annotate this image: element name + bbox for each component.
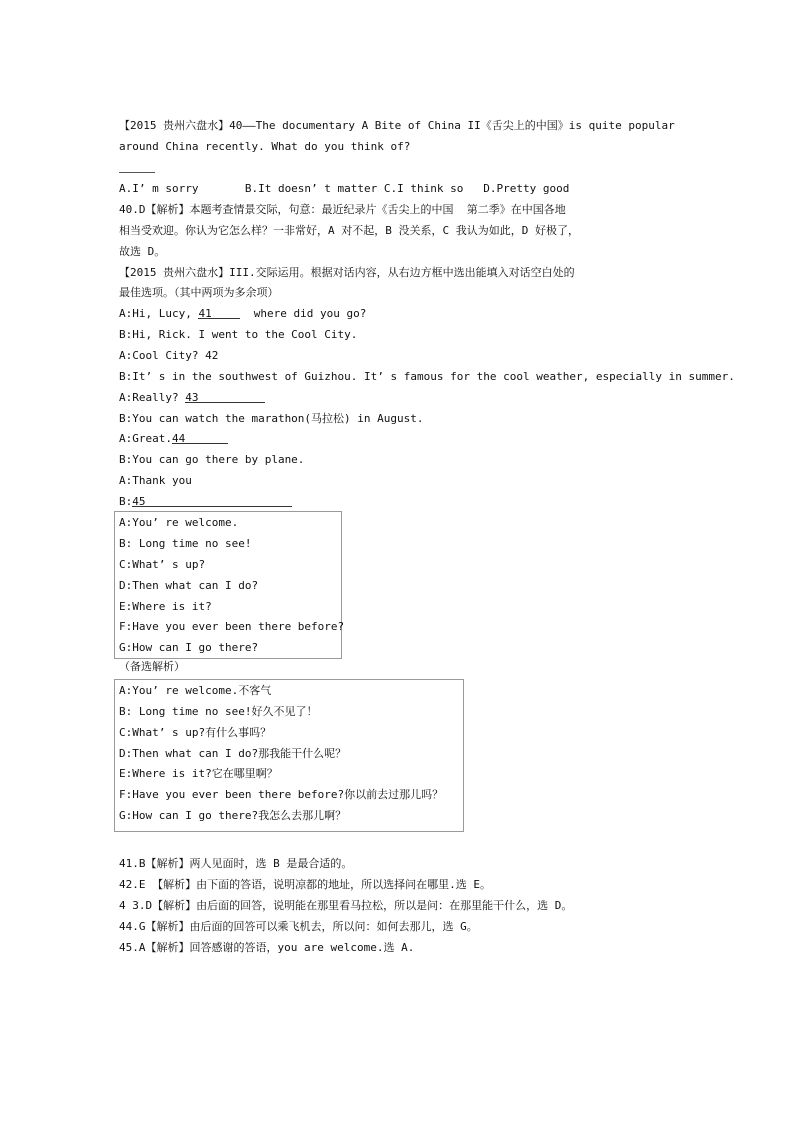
dialogue-line-4: B:It’ s in the southwest of Guizhou. It’ s famous for the cool weather, especially in summer.: [119, 370, 735, 383]
blank-44[interactable]: 44: [172, 432, 228, 444]
dialogue-line-8: B:You can go there by plane.: [119, 453, 305, 466]
option-a: A:You’ re welcome.: [119, 516, 239, 529]
q40-options: A.I’ m sorry B.It doesn’ t matter C.I think so D.Pretty good: [119, 182, 570, 195]
q40-analysis-2: 相当受欢迎。你认为它怎么样？一非常好，A 对不起，B 没关系，C 我认为如此，D 好极了，: [119, 224, 579, 237]
backup-option-e: E:Where is it?它在哪里啊？: [119, 767, 278, 780]
q40-title-line-2: around China recently. What do you think of?: [119, 140, 411, 153]
section-heading-2: 最佳选项。（其中两项为多余项）: [119, 286, 279, 299]
answer-42: 42.E 【解析】由下面的答语，说明凉都的地址，所以选择问在哪里.选 E。: [119, 878, 491, 891]
dialogue-line-1: A:Hi, Lucy, 41 where did you go?: [119, 307, 367, 320]
backup-option-a: A:You’ re welcome.不客气: [119, 684, 272, 697]
answer-blank-rule: [119, 172, 155, 173]
backup-option-g: G:How can I go there?我怎么去那儿啊？: [119, 809, 347, 822]
backup-option-b: B: Long time no see!好久不见了！: [119, 705, 318, 718]
dialogue-line-10: B:45: [119, 495, 292, 509]
dialogue-line-3: A:Cool City? 42: [119, 349, 219, 362]
blank-45[interactable]: 45: [132, 495, 292, 507]
backup-label: （备选解析）: [119, 660, 185, 673]
q40-title-line: 【2015 贵州六盘水】40——The documentary A Bite of China II《舌尖上的中国》is quite popular: [119, 119, 675, 132]
backup-option-f: F:Have you ever been there before?你以前去过那儿吗？: [119, 788, 444, 801]
answer-45: 45.A【解析】回答感谢的答语，you are welcome.选 A.: [119, 941, 415, 954]
section-heading-1: 【2015 贵州六盘水】III.交际运用。根据对话内容，从右边方框中选出能填入对话空白处的: [119, 266, 575, 279]
answer-43: 4 3.D【解析】由后面的回答，说明能在那里看马拉松，所以是问：在那里能干什么，选 D。: [119, 899, 573, 912]
option-g: G:How can I go there?: [119, 641, 259, 654]
option-f: F:Have you ever been there before?: [119, 620, 345, 633]
backup-option-c: C:What’ s up?有什么事吗？: [119, 726, 272, 739]
dialogue-line-9: A:Thank you: [119, 474, 192, 487]
q40-analysis-1: 40.D【解析】本题考查情景交际，句意：最近纪录片《舌尖上的中国 第二季》在中国各地: [119, 203, 566, 216]
option-c: C:What’ s up?: [119, 558, 206, 571]
dialogue-line-2: B:Hi, Rick. I went to the Cool City.: [119, 328, 358, 341]
dialogue-line-5: A:Really? 43: [119, 391, 265, 405]
blank-43[interactable]: 43: [185, 391, 265, 403]
option-d: D:Then what can I do?: [119, 579, 259, 592]
dialogue-line-6: B:You can watch the marathon(马拉松) in August.: [119, 412, 424, 425]
blank-41[interactable]: 41: [198, 307, 240, 319]
answer-41: 41.B【解析】两人见面时，选 B 是最合适的。: [119, 857, 353, 870]
backup-option-d: D:Then what can I do?那我能干什么呢？: [119, 747, 347, 760]
dialogue-line-7: A:Great.44: [119, 432, 228, 446]
answer-44: 44.G【解析】由后面的回答可以乘飞机去，所以问：如何去那儿，选 G。: [119, 920, 478, 933]
option-b: B: Long time no see!: [119, 537, 252, 550]
option-e: E:Where is it?: [119, 600, 212, 613]
q40-analysis-3: 故选 D。: [119, 245, 166, 258]
